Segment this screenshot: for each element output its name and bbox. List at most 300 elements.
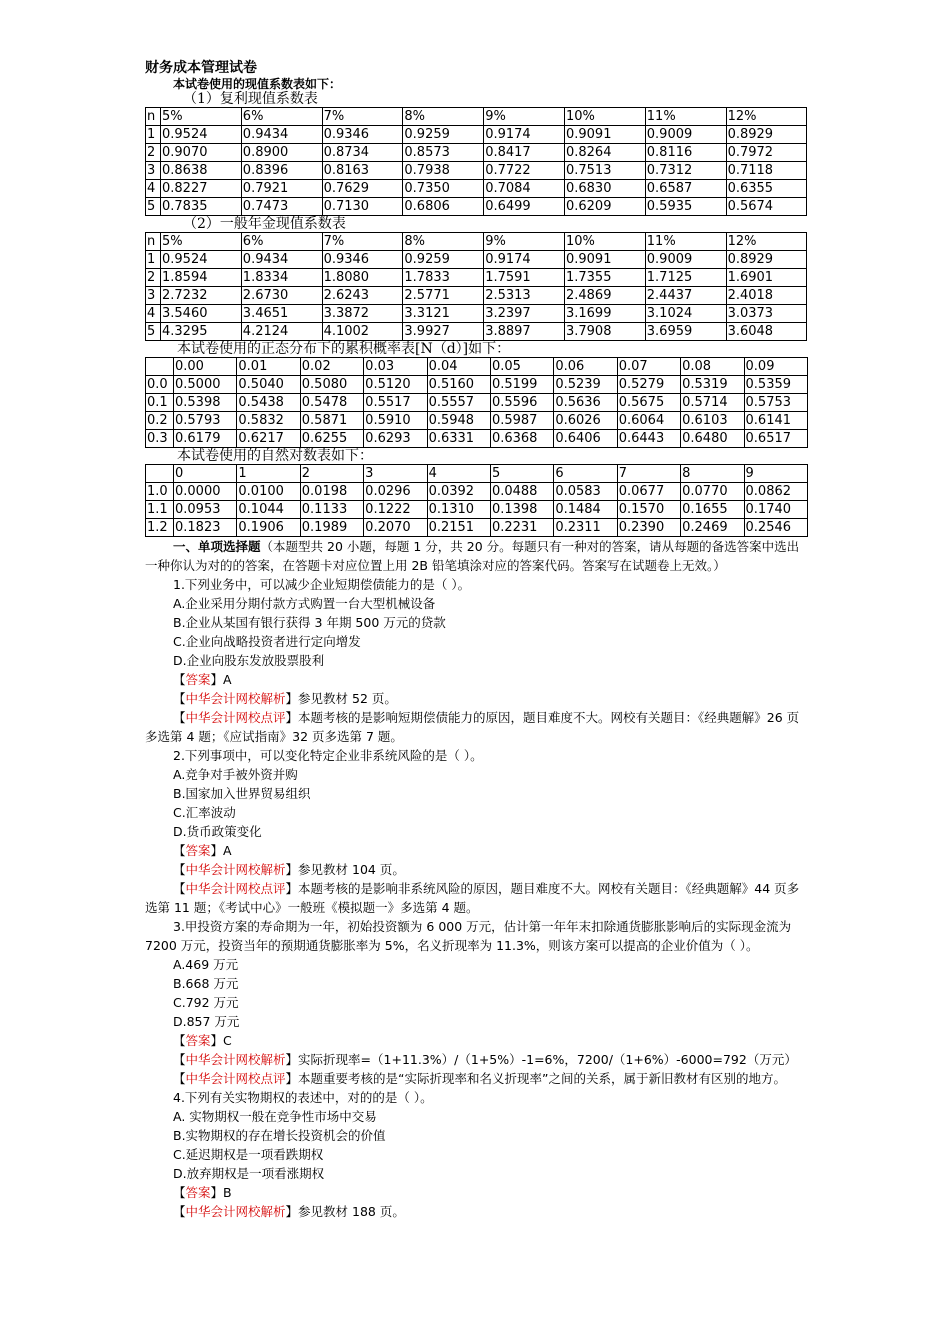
table-cell: 0.2231 <box>490 519 553 537</box>
question-option: C.汇率波动 <box>173 805 236 820</box>
table-cell: 1.8594 <box>161 269 242 287</box>
question-option: C.企业向战略投资者进行定向增发 <box>173 634 361 649</box>
table-cell <box>146 358 174 376</box>
table-cell: 0.5478 <box>300 394 363 412</box>
table-row <box>146 323 807 341</box>
table-cell: 1 <box>146 126 161 144</box>
table-cell: 0.8734 <box>322 144 403 162</box>
table-cell: 5 <box>490 465 553 483</box>
bracket-open: 【 <box>173 862 186 877</box>
table-row <box>146 376 808 394</box>
table-cell: 9% <box>484 108 565 126</box>
question-option: A.竞争对手被外资并购 <box>173 767 298 782</box>
table-cell: 0.7312 <box>645 162 726 180</box>
table-cell: 3.3121 <box>403 305 484 323</box>
table-cell: 0.5871 <box>300 412 363 430</box>
document-title: 财务成本管理试卷 <box>145 60 257 76</box>
analysis-text: 参见教材 188 页。 <box>298 1204 405 1219</box>
table-cell: 8 <box>681 465 744 483</box>
table-cell: 2 <box>146 144 161 162</box>
bracket-open: 【 <box>173 1204 186 1219</box>
table-cell: 0.7084 <box>484 180 565 198</box>
table-cell: 0.6217 <box>237 430 300 448</box>
question-option: D.企业向股东发放股票股利 <box>173 653 325 668</box>
table-cell: 4 <box>146 180 161 198</box>
table-cell: 3.9927 <box>403 323 484 341</box>
answer-line <box>145 670 810 689</box>
table-cell: 0.6355 <box>726 180 807 198</box>
table-cell: 0.09 <box>744 358 807 376</box>
bracket-close: 】 <box>285 862 299 877</box>
table-cell: 0.08 <box>681 358 744 376</box>
table-cell: 0.5832 <box>237 412 300 430</box>
bracket-open: 【 <box>173 843 186 858</box>
table-cell: 0.0862 <box>744 483 807 501</box>
table-cell: 0.07 <box>617 358 680 376</box>
table-cell: 0.9174 <box>484 251 565 269</box>
table-cell: 0.2469 <box>681 519 744 537</box>
table-cell: 0.5714 <box>681 394 744 412</box>
table-cell: 0.6517 <box>744 430 807 448</box>
table-cell: 0.2546 <box>744 519 807 537</box>
bracket-open: 【 <box>173 691 186 706</box>
table-cell: 0.9174 <box>484 126 565 144</box>
table-cell: 0.5319 <box>681 376 744 394</box>
table-row <box>146 412 808 430</box>
question-option: A.469 万元 <box>173 957 239 972</box>
table-cell: 0.04 <box>427 358 490 376</box>
table-cell: 0.0100 <box>237 483 300 501</box>
table-cell: 10% <box>564 233 645 251</box>
table-cell: 0.5160 <box>427 376 490 394</box>
table-cell: 3.1699 <box>564 305 645 323</box>
table-cell: n <box>146 233 161 251</box>
table-cell: 2.5313 <box>484 287 565 305</box>
bracket-open: 【 <box>173 1071 186 1086</box>
table-cell: 0.0583 <box>554 483 617 501</box>
bracket-close: 】 <box>210 1033 224 1048</box>
table-cell: 1.8334 <box>241 269 322 287</box>
table-cell: 0.1655 <box>681 501 744 519</box>
table-cell: 0.6587 <box>645 180 726 198</box>
table-header-row <box>146 233 807 251</box>
table-cell: 0.5398 <box>174 394 237 412</box>
bracket-close: 】 <box>210 672 224 687</box>
table-cell: 0.01 <box>237 358 300 376</box>
table-row <box>146 162 807 180</box>
question-stem: 3.甲投资方案的寿命期为一年，初始投资额为 6 000 万元，估计第一年年末扣除通货膨胀影响后的实际现金流为 7200 万元，投资当年的预期通货膨胀率为 5%，名义折现率为 11.3%，则该方案可以提高的企业价值为（ ）。 <box>145 919 792 953</box>
table-cell: 0.5517 <box>364 394 427 412</box>
table-cell: 1.7355 <box>564 269 645 287</box>
table-cell: 2.5771 <box>403 287 484 305</box>
section-heading <box>145 537 810 575</box>
analysis-line <box>145 860 810 879</box>
table-row <box>146 430 808 448</box>
table-cell: 3 <box>146 162 161 180</box>
table-cell: 0.6141 <box>744 412 807 430</box>
bracket-open: 【 <box>173 672 186 687</box>
table-cell: 0.5557 <box>427 394 490 412</box>
table-cell: 0.1906 <box>237 519 300 537</box>
document-page <box>145 60 810 1221</box>
table-cell: 5 <box>146 198 161 216</box>
table-row <box>146 126 807 144</box>
table-cell: 3.6959 <box>645 323 726 341</box>
bracket-open: 【 <box>173 710 186 725</box>
table-cell: 6 <box>554 465 617 483</box>
table-row <box>146 394 808 412</box>
table-cell: 0.7629 <box>322 180 403 198</box>
table-cell <box>146 465 174 483</box>
table-cell: 2.4437 <box>645 287 726 305</box>
table-cell: 0.00 <box>174 358 237 376</box>
table-cell: 0.6209 <box>564 198 645 216</box>
table-cell: 0.1310 <box>427 501 490 519</box>
question-option: B.实物期权的存在增长投资机会的价值 <box>173 1128 386 1143</box>
table-cell: 0.0198 <box>300 483 363 501</box>
table-cell: 3 <box>364 465 427 483</box>
table-row <box>146 269 807 287</box>
table-cell: 3.0373 <box>726 305 807 323</box>
table-cell: 0.1570 <box>617 501 680 519</box>
table-cell: 2 <box>146 269 161 287</box>
table-cell: 0.5596 <box>490 394 553 412</box>
table-cell: 0.6293 <box>364 430 427 448</box>
comment-text: 本题考核的是影响非系统风险的原因，题目难度不大。网校有关题目：《经典题解》44 页多选第 11 题；《考试中心》一般班《模拟题一》多选第 4 题。 <box>145 881 800 915</box>
table-cell: 0.02 <box>300 358 363 376</box>
question-option: A. 实物期权一般在竞争性市场中交易 <box>173 1109 377 1124</box>
table-cell: 0.9346 <box>322 251 403 269</box>
table-cell: 12% <box>726 108 807 126</box>
table-cell: 0.5239 <box>554 376 617 394</box>
table-cell: 0.8900 <box>241 144 322 162</box>
answer-line <box>145 1031 810 1050</box>
table-cell: 0.5675 <box>617 394 680 412</box>
table-cell: 8% <box>403 233 484 251</box>
table-cell: 0.8163 <box>322 162 403 180</box>
table-cell: 0.6103 <box>681 412 744 430</box>
table-cell: 2.7232 <box>161 287 242 305</box>
table-cell: 1.1 <box>146 501 174 519</box>
table-cell: 0.5910 <box>364 412 427 430</box>
question-option: B.国家加入世界贸易组织 <box>173 786 311 801</box>
bracket-close: 】 <box>285 1204 299 1219</box>
table-cell: 0.0000 <box>174 483 237 501</box>
comment-label: 中华会计网校点评 <box>185 710 286 725</box>
answer-value: B <box>223 1185 232 1200</box>
table-cell: 3.7908 <box>564 323 645 341</box>
table-cell: 0.0 <box>146 376 174 394</box>
table-cell: 0.1823 <box>174 519 237 537</box>
bracket-open: 【 <box>173 1052 186 1067</box>
table-cell: 0.6179 <box>174 430 237 448</box>
question-option: D.857 万元 <box>173 1014 240 1029</box>
table-cell: 0.1740 <box>744 501 807 519</box>
bracket-close: 】 <box>285 710 299 725</box>
table-cell: 0.0770 <box>681 483 744 501</box>
bracket-open: 【 <box>173 881 186 896</box>
table-cell: 0.7722 <box>484 162 565 180</box>
table-cell: 0.3 <box>146 430 174 448</box>
table-cell: 0.1133 <box>300 501 363 519</box>
table-cell: 0.6806 <box>403 198 484 216</box>
table-cell: 0.6480 <box>681 430 744 448</box>
table-cell: 5% <box>161 108 242 126</box>
question-option: B.668 万元 <box>173 976 239 991</box>
table-cell: 0.8417 <box>484 144 565 162</box>
table-cell: 0.5359 <box>744 376 807 394</box>
table-cell: 1.8080 <box>322 269 403 287</box>
question-option: A.企业采用分期付款方式购置一台大型机械设备 <box>173 596 436 611</box>
table-cell: 2.6730 <box>241 287 322 305</box>
table-cell: 5 <box>146 323 161 341</box>
table-cell: 0.0677 <box>617 483 680 501</box>
table-cell: 8% <box>403 108 484 126</box>
table-cell: 0.5000 <box>174 376 237 394</box>
table-cell: 0.1398 <box>490 501 553 519</box>
table-cell: 5% <box>161 233 242 251</box>
bracket-open: 【 <box>173 1185 186 1200</box>
table-cell: 0.5199 <box>490 376 553 394</box>
answer-label: 答案 <box>185 1185 211 1200</box>
table-cell: 0.9434 <box>241 251 322 269</box>
table-cell: 0.7473 <box>241 198 322 216</box>
table-cell: 4 <box>427 465 490 483</box>
table-cell: 0.9346 <box>322 126 403 144</box>
table-cell: 3.1024 <box>645 305 726 323</box>
table-cell: 0.6026 <box>554 412 617 430</box>
table-cell: 6% <box>241 108 322 126</box>
table-cell: 4.3295 <box>161 323 242 341</box>
table-cell: 3 <box>146 287 161 305</box>
table-cell: 0.8264 <box>564 144 645 162</box>
table-cell: 0.6331 <box>427 430 490 448</box>
table-cell: 0.8638 <box>161 162 242 180</box>
table-cell: 9% <box>484 233 565 251</box>
table-cell: 0.6064 <box>617 412 680 430</box>
table-cell: 0.7938 <box>403 162 484 180</box>
table-header-row <box>146 465 808 483</box>
analysis-label: 中华会计网校解析 <box>185 862 286 877</box>
comment-line <box>145 708 810 746</box>
table-cell: 0.0488 <box>490 483 553 501</box>
table-cell: 10% <box>564 108 645 126</box>
table-cell: 2.4869 <box>564 287 645 305</box>
table-row <box>146 180 807 198</box>
natural-log-table <box>145 464 808 537</box>
table-cell: 0.7118 <box>726 162 807 180</box>
table-cell: 0.8396 <box>241 162 322 180</box>
table-row <box>146 144 807 162</box>
comment-text: 本题考核的是影响短期偿债能力的原因，题目难度不大。网校有关题目：《经典题解》26 页多选第 4 题；《应试指南》32 页多选第 7 题。 <box>145 710 800 744</box>
bracket-close: 】 <box>285 1052 299 1067</box>
table-cell: 9 <box>744 465 807 483</box>
table-row <box>146 251 807 269</box>
answer-value: A <box>223 843 232 858</box>
table2-caption: （2）一般年金现值系数表 <box>183 216 346 232</box>
table-cell: 1 <box>146 251 161 269</box>
table-cell: 0.7972 <box>726 144 807 162</box>
table-cell: 0.8227 <box>161 180 242 198</box>
table3-caption: 本试卷使用的正态分布下的累积概率表[N（d）]如下： <box>177 341 511 357</box>
table-cell: 3.5460 <box>161 305 242 323</box>
comment-label: 中华会计网校点评 <box>185 881 286 896</box>
answer-value: A <box>223 672 232 687</box>
table-cell: 0.5987 <box>490 412 553 430</box>
table-cell: 7 <box>617 465 680 483</box>
table-cell: 7% <box>322 108 403 126</box>
table1-caption: （1）复利现值系数表 <box>183 91 318 107</box>
table-cell: 3.6048 <box>726 323 807 341</box>
question-list <box>145 575 810 1221</box>
table-cell: 2.4018 <box>726 287 807 305</box>
table-cell: 0.7350 <box>403 180 484 198</box>
table-cell: 0.5438 <box>237 394 300 412</box>
table-cell: 0.5935 <box>645 198 726 216</box>
table-cell: 6% <box>241 233 322 251</box>
table-cell: 4.2124 <box>241 323 322 341</box>
table-cell: 0.9524 <box>161 251 242 269</box>
analysis-label: 中华会计网校解析 <box>185 1204 286 1219</box>
table-cell: 0.9009 <box>645 251 726 269</box>
bracket-close: 】 <box>210 843 224 858</box>
comment-line <box>145 1069 810 1088</box>
table-cell: 0.7921 <box>241 180 322 198</box>
table-cell: 3.2397 <box>484 305 565 323</box>
table-cell: 0.6830 <box>564 180 645 198</box>
table-cell: 11% <box>645 233 726 251</box>
table-cell: 0.6499 <box>484 198 565 216</box>
bracket-close: 】 <box>285 691 299 706</box>
table-cell: 0.5753 <box>744 394 807 412</box>
table-cell: 1 <box>237 465 300 483</box>
table-cell: 2 <box>300 465 363 483</box>
analysis-label: 中华会计网校解析 <box>185 1052 286 1067</box>
question-option: D.放弃期权是一项看涨期权 <box>173 1166 325 1181</box>
section-instructions: （本题型共 20 小题，每题 1 分，共 20 分。每题只有一种对的答案，请从每题的备选答案中选出一种你认为对的的答案，在答题卡对应位置上用 2B 铅笔填涂对应的答案代码。答案写在试题卷上无效。） <box>145 539 800 573</box>
table-cell: 1.7591 <box>484 269 565 287</box>
table-cell: 0.1 <box>146 394 174 412</box>
answer-value: C <box>223 1033 232 1048</box>
table-cell: 0.03 <box>364 358 427 376</box>
table-cell: 0.05 <box>490 358 553 376</box>
table-cell: 0.1222 <box>364 501 427 519</box>
table-cell: 0.2070 <box>364 519 427 537</box>
analysis-text: 参见教材 104 页。 <box>298 862 405 877</box>
table-cell: 0.8929 <box>726 126 807 144</box>
table-cell: 0.6443 <box>617 430 680 448</box>
table-row <box>146 501 808 519</box>
question-stem: 4.下列有关实物期权的表述中，对的的是（ ）。 <box>173 1090 433 1105</box>
table-cell: 0.0392 <box>427 483 490 501</box>
answer-line <box>145 1183 810 1202</box>
table-cell: 0.2151 <box>427 519 490 537</box>
analysis-text: 参见教材 52 页。 <box>298 691 397 706</box>
question-stem: 1.下列业务中，可以减少企业短期偿债能力的是（ ）。 <box>173 577 471 592</box>
analysis-line <box>145 1050 810 1069</box>
table-cell: 0.8929 <box>726 251 807 269</box>
table-cell: 0.5040 <box>237 376 300 394</box>
question-stem: 2.下列事项中，可以变化特定企业非系统风险的是（ ）。 <box>173 748 483 763</box>
table-cell: 0.7513 <box>564 162 645 180</box>
table-cell: 7% <box>322 233 403 251</box>
table-cell: 1.7125 <box>645 269 726 287</box>
table-cell: 2.6243 <box>322 287 403 305</box>
answer-label: 答案 <box>185 843 211 858</box>
table-cell: 0.9070 <box>161 144 242 162</box>
table-header-row <box>146 358 808 376</box>
table-cell: 0.9259 <box>403 126 484 144</box>
table-cell: 0.1484 <box>554 501 617 519</box>
intro-text: 本试卷使用的现值系数表如下： <box>173 77 342 91</box>
table-header-row <box>146 108 807 126</box>
bracket-close: 】 <box>210 1185 224 1200</box>
analysis-line <box>145 689 810 708</box>
table-cell: 0.5948 <box>427 412 490 430</box>
analysis-text: 实际折现率=（1+11.3%）/（1+5%）-1=6%，7200/（1+6%）-6000=792（万元） <box>298 1052 797 1067</box>
table-cell: 3.8897 <box>484 323 565 341</box>
table-cell: 0.5279 <box>617 376 680 394</box>
answer-label: 答案 <box>185 1033 211 1048</box>
normal-distribution-table <box>145 357 808 448</box>
table-cell: 0.5080 <box>300 376 363 394</box>
table-cell: 0.2 <box>146 412 174 430</box>
table-cell: 1.0 <box>146 483 174 501</box>
table-cell: 11% <box>645 108 726 126</box>
answer-label: 答案 <box>185 672 211 687</box>
table-row <box>146 287 807 305</box>
question-option: C.延迟期权是一项看跌期权 <box>173 1147 324 1162</box>
table-cell: 0.5636 <box>554 394 617 412</box>
table-cell: 1.2 <box>146 519 174 537</box>
table-cell: 0.1989 <box>300 519 363 537</box>
table-cell: 0.2311 <box>554 519 617 537</box>
table4-caption: 本试卷使用的自然对数表如下： <box>177 448 373 464</box>
table-cell: 0.8573 <box>403 144 484 162</box>
table-cell: 4.1002 <box>322 323 403 341</box>
comment-line <box>145 879 810 917</box>
table-cell: 0.9009 <box>645 126 726 144</box>
table-cell: 3.4651 <box>241 305 322 323</box>
table-cell: 0.5674 <box>726 198 807 216</box>
table-cell: 1.7833 <box>403 269 484 287</box>
annuity-pv-table <box>145 232 807 341</box>
table-cell: 0.9259 <box>403 251 484 269</box>
question-option: C.792 万元 <box>173 995 239 1010</box>
question-option: B.企业从某国有银行获得 3 年期 500 万元的贷款 <box>173 615 446 630</box>
table-row <box>146 483 808 501</box>
table-cell: 1.6901 <box>726 269 807 287</box>
table-cell: 0.5120 <box>364 376 427 394</box>
table-cell: 0.7130 <box>322 198 403 216</box>
table-cell: 12% <box>726 233 807 251</box>
table-cell: 0.9091 <box>564 251 645 269</box>
section-title: 一、单项选择题 <box>173 539 261 554</box>
table-cell: 0.0953 <box>174 501 237 519</box>
table-cell: 0.6368 <box>490 430 553 448</box>
table-cell: 0.9091 <box>564 126 645 144</box>
table-cell: 0 <box>174 465 237 483</box>
analysis-label: 中华会计网校解析 <box>185 691 286 706</box>
table-cell: 0.06 <box>554 358 617 376</box>
table-cell: 0.9524 <box>161 126 242 144</box>
table-cell: 0.8116 <box>645 144 726 162</box>
table-cell: 0.7835 <box>161 198 242 216</box>
bracket-close: 】 <box>285 1071 299 1086</box>
bracket-close: 】 <box>285 881 299 896</box>
table-cell: 0.5793 <box>174 412 237 430</box>
table-cell: n <box>146 108 161 126</box>
